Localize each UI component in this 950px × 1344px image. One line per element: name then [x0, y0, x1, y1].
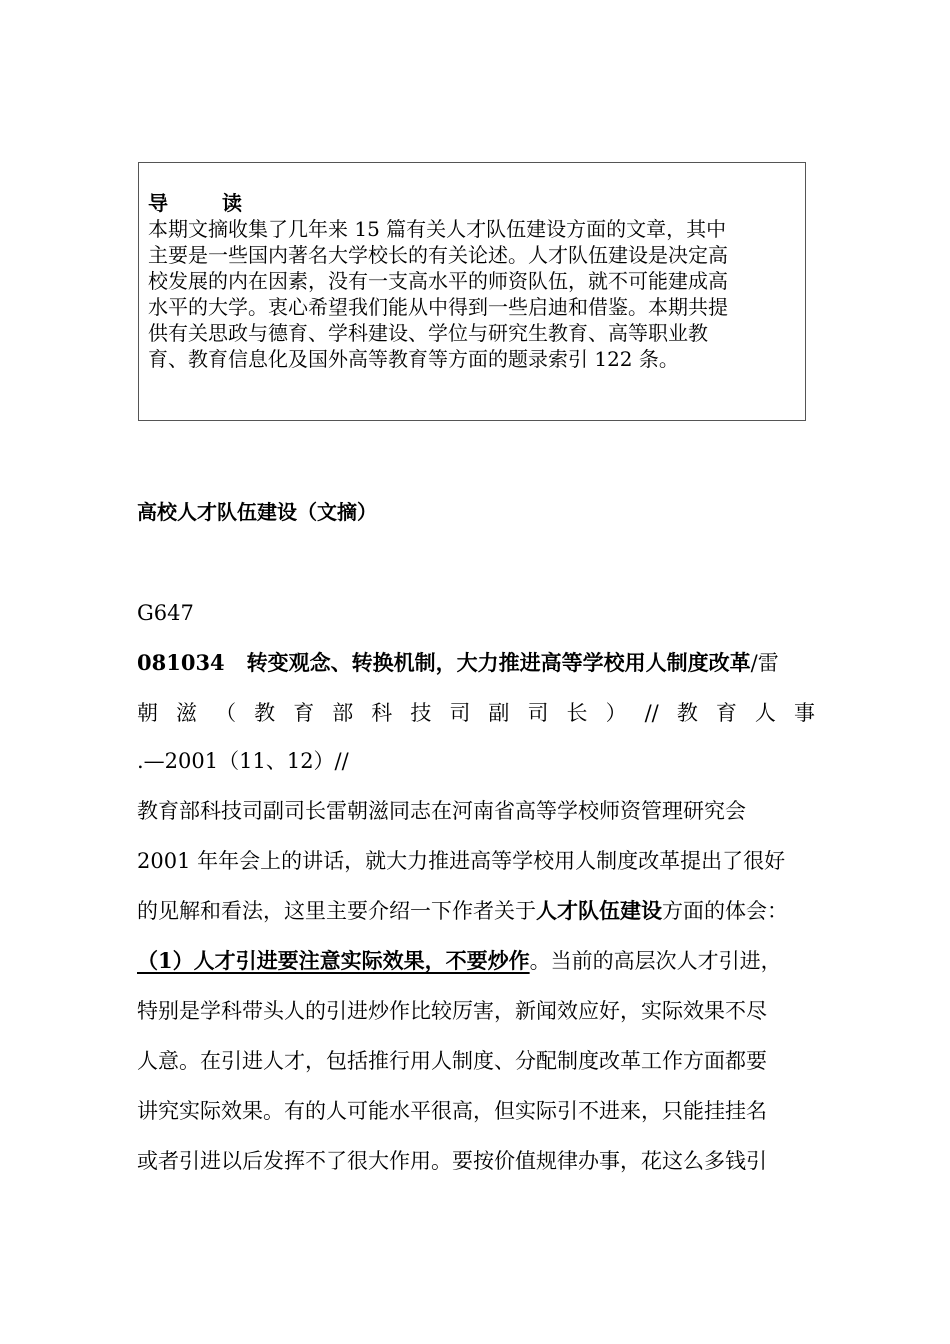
body-line: 或者引进以后发挥不了很大作用。要按价值规律办事，花这么多钱引 [137, 1149, 767, 1173]
meta-char: // [644, 701, 659, 725]
meta-char: 教 [254, 701, 276, 725]
body-line: 特别是学科带头人的引进炒作比较厉害，新闻效应好，实际效果不尽 [137, 999, 767, 1023]
meta-char: 朝 [137, 701, 158, 725]
meta-char: 育 [715, 701, 737, 725]
guide-text-line: 供有关思政与德育、学科建设、学位与研究生教育、高等职业教 [148, 321, 708, 345]
meta-char: （ [215, 701, 237, 725]
guide-text-line: 主要是一些国内著名大学校长的有关论述。人才队伍建设是决定高 [148, 243, 728, 267]
body-line: 讲究实际效果。有的人可能水平很高，但实际引不进来，只能挂挂名 [137, 1099, 767, 1123]
guide-title-char-1: 导 [148, 191, 168, 215]
meta-char: 教 [676, 701, 698, 725]
meta-char: 长 [566, 701, 588, 725]
point-heading: （1）人才引进要注意实际效果，不要炒作 [137, 948, 530, 973]
meta-char: ） [605, 701, 627, 725]
body-text: 。当前的高层次人才引进， [529, 949, 782, 973]
guide-text-line: 水平的大学。衷心希望我们能从中得到一些启迪和借鉴。本期共提 [148, 295, 728, 319]
keyword-emphasis: 人才队伍建设 [536, 898, 662, 923]
body-text: 的见解和看法，这里主要介绍一下作者关于 [137, 899, 536, 923]
guide-title-char-2: 读 [222, 191, 242, 215]
meta-char: 育 [293, 701, 315, 725]
classification-code: G647 [137, 601, 194, 625]
body-line: 人意。在引进人才，包括推行用人制度、分配制度改革工作方面都要 [137, 1049, 767, 1073]
body-line [137, 946, 782, 976]
entry-meta-tail: .—2001（11、12）// [137, 749, 349, 773]
meta-char: 司 [527, 701, 549, 725]
body-line: 2001 年年会上的讲话，就大力推进高等学校用人制度改革提出了很好 [137, 849, 786, 873]
meta-char: 副 [488, 701, 510, 725]
meta-char: 技 [410, 701, 432, 725]
section-title: 高校人才队伍建设（文摘） [137, 500, 377, 524]
entry-author-prefix: /雷 [750, 651, 779, 675]
body-line: 教育部科技司副司长雷朝滋同志在河南省高等学校师资管理研究会 [137, 799, 746, 823]
guide-text-line: 校发展的内在因素，没有一支高水平的师资队伍，就不可能建成高 [148, 269, 728, 293]
meta-char: 部 [332, 701, 354, 725]
guide-text-line: 本期文摘收集了几年来 15 篇有关人才队伍建设方面的文章，其中 [148, 217, 727, 241]
meta-char: 事 [793, 701, 815, 725]
entry-number: 081034 [137, 650, 225, 675]
entry-title: 转变观念、转换机制，大力推进高等学校用人制度改革 [246, 650, 751, 675]
meta-char: 滋 [176, 701, 198, 725]
meta-char: 科 [371, 701, 393, 725]
entry-heading [137, 648, 779, 678]
meta-char: 司 [449, 701, 471, 725]
guide-text-line: 育、教育信息化及国外高等教育等方面的题录索引 122 条。 [148, 347, 679, 371]
guide-title [148, 190, 242, 216]
body-line [137, 896, 788, 926]
body-text: 方面的体会： [662, 899, 788, 923]
meta-char: 人 [754, 701, 776, 725]
entry-meta-line [137, 698, 815, 728]
